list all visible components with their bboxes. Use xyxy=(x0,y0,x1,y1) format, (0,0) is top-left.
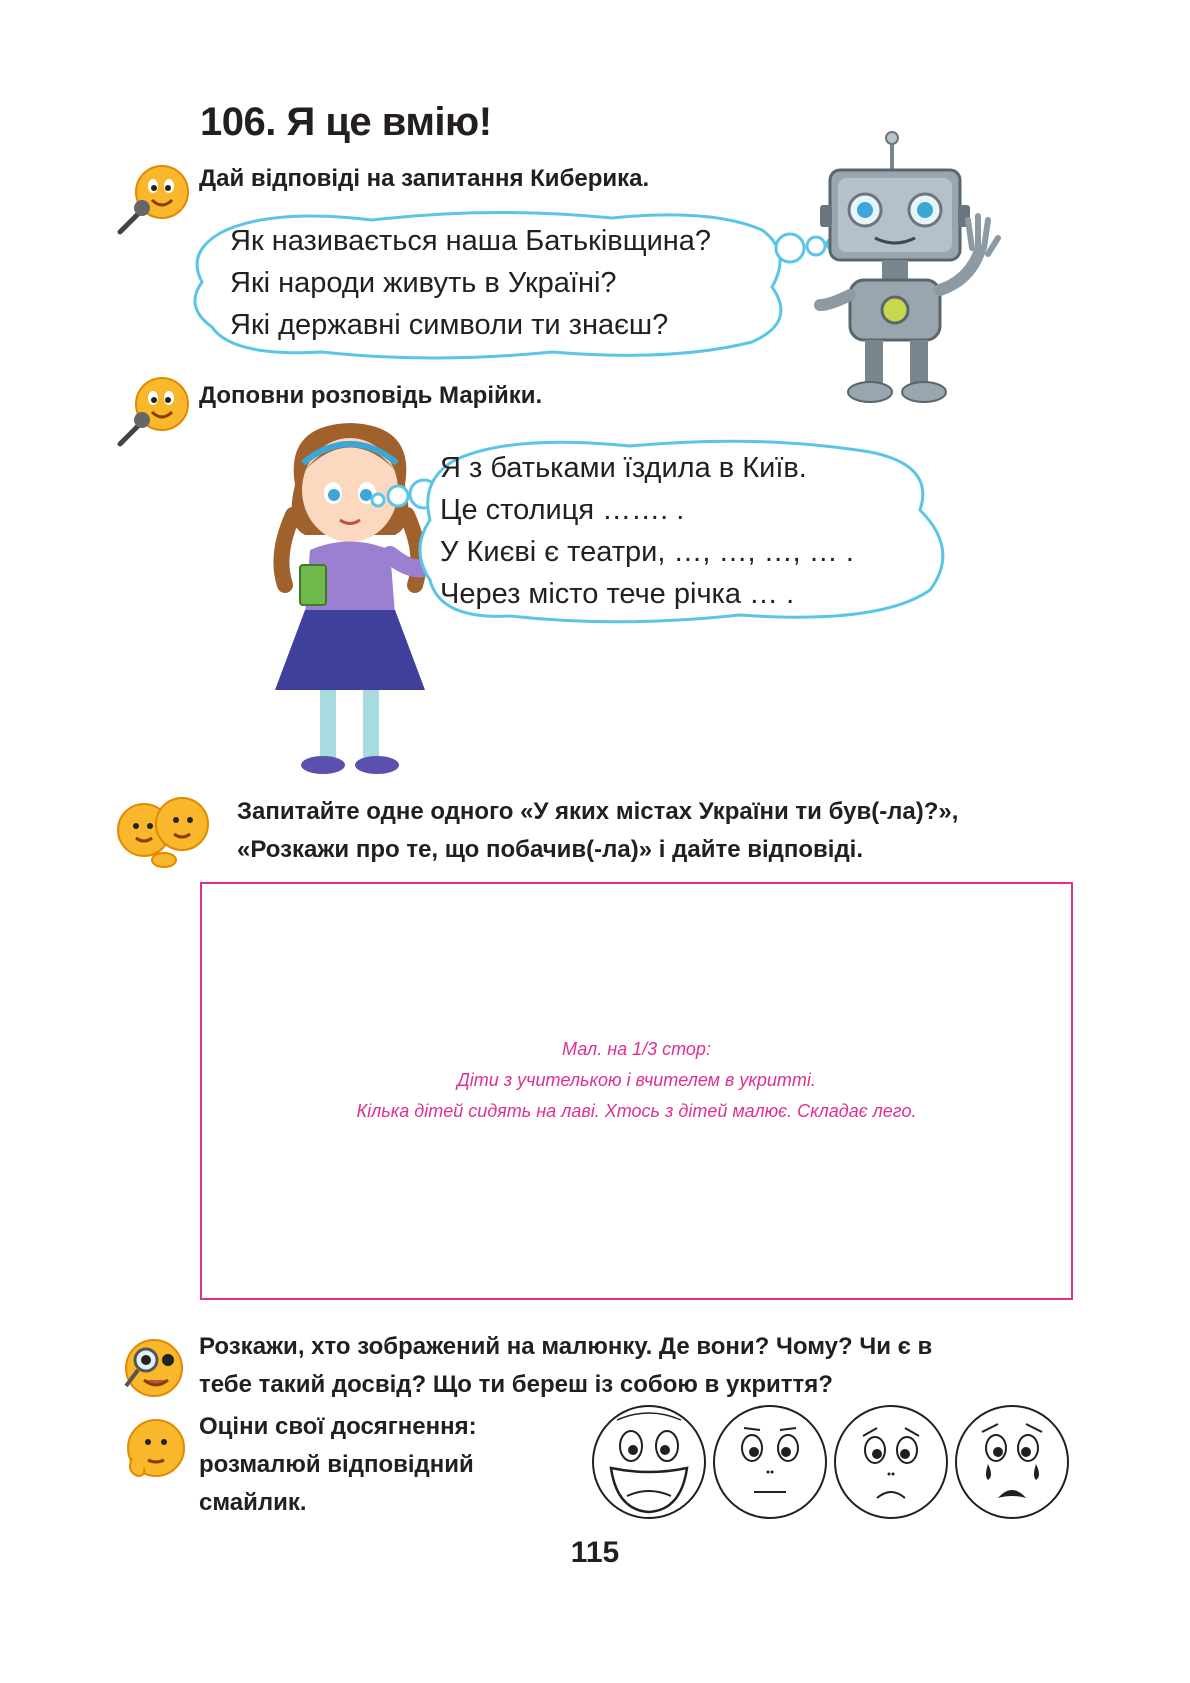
note-line-2: Діти з учителькою і вчителем в укритті. xyxy=(457,1070,816,1090)
microphone-emoji-icon xyxy=(112,160,192,240)
crying-smiley-icon[interactable] xyxy=(952,1402,1072,1522)
neutral-smiley-icon[interactable] xyxy=(710,1402,830,1522)
pair-talk-emoji-icon xyxy=(112,790,212,870)
task3-line-2: «Розкажи про те, що побачив(-ла)» і дайте відповіді. xyxy=(237,836,864,863)
question-2: Які народи живуть в Україні? xyxy=(230,267,617,299)
task2-instruction: Доповни розповідь Марійки. xyxy=(199,382,543,409)
task3-instruction xyxy=(237,793,958,869)
page-number: 115 xyxy=(570,1536,620,1569)
lesson-title: 106. Я це вмію! xyxy=(200,100,492,144)
question-1: Як називається наша Батьківщина? xyxy=(230,225,712,257)
sad-smiley-icon[interactable] xyxy=(831,1402,951,1522)
story-line-2: Це столиця ……. . xyxy=(440,494,685,526)
robot-kiberyk-illustration xyxy=(820,130,1000,410)
task4-line-2: тебе такий досвід? Що ти береш із собою в укриття? xyxy=(199,1371,833,1398)
laughing-smiley-icon[interactable] xyxy=(589,1402,709,1522)
task5-line-2: розмалюй відповідний xyxy=(199,1451,474,1478)
kiberyk-questions xyxy=(230,220,711,346)
task1-instruction: Дай відповіді на запитання Киберика. xyxy=(199,165,650,192)
story-line-3: У Києві є театри, …, …, …, … . xyxy=(440,536,854,568)
task4-instruction xyxy=(199,1328,932,1404)
task4-line-1: Розкажи, хто зображений на малюнку. Де вони? Чому? Чи є в xyxy=(199,1333,933,1360)
mariyka-story xyxy=(440,447,854,615)
task3-line-1: Запитайте одне одного «У яких містах України ти був(-ла)?», xyxy=(237,798,959,825)
task5-line-3: смайлик. xyxy=(199,1489,307,1516)
task5-instruction xyxy=(199,1408,477,1522)
story-line-4: Через місто тече річка … . xyxy=(440,578,795,610)
story-line-1: Я з батьками їздила в Київ. xyxy=(440,452,807,484)
note-line-3: Кілька дітей сидять на лаві. Хтось з дітей малює. Складає лего. xyxy=(356,1101,917,1121)
question-3: Які державні символи ти знаєш? xyxy=(230,309,669,341)
task5-line-1: Оціни свої досягнення: xyxy=(199,1413,477,1440)
magnifier-emoji-icon xyxy=(112,1330,192,1400)
picture-placeholder-note xyxy=(200,1034,1073,1127)
microphone-emoji-icon xyxy=(112,372,192,452)
thinking-emoji-icon xyxy=(112,1410,192,1490)
note-line-1: Мал. на 1/3 стор: xyxy=(562,1039,711,1059)
